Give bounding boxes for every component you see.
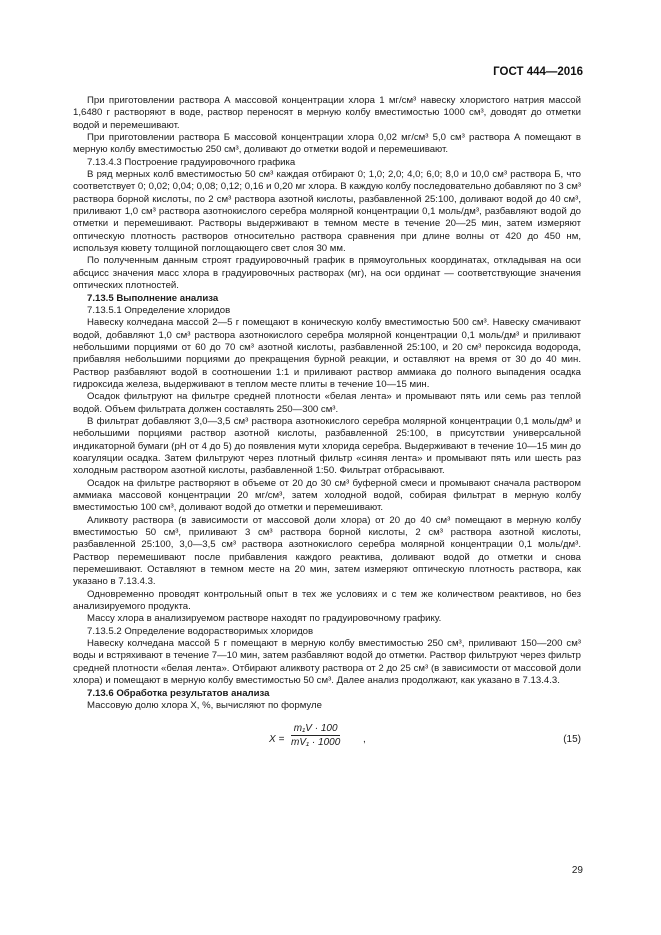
paragraph: Массу хлора в анализируемом растворе находят по градуировочному графику. — [87, 613, 442, 625]
document-code: ГОСТ 444—2016 — [493, 66, 583, 78]
section-heading: 7.13.6 Обработка результатов анализа — [87, 687, 270, 699]
formula-numerator: m₁V · 100 — [291, 722, 340, 736]
paragraph: Навеску колчедана массой 2—5 г помещают в коническую колбу вместимостью 500 см³. Навеску смачивают водой, добавляют 1,0 см³ раствора азотнокислого серебра молярной концентрации 0,1 моль/дм³ и приливают небольшими порциями от 60 до 70 см³ азотной кислоты, разбавленной 25:100, и 20 см³ пероксида водорода, прибавляя небольшими порциями до прекращения бурной реакции, и оставляют на время от 30 до 40 мин. Раствор разбавляют водой в соотношении 1:1 и приливают раствор аммиака до полного выпадения осадка гидроксида железа, выдерживают в теплом месте плиты в течение 10—15 мин. — [73, 317, 581, 390]
paragraph: По полученным данным строят градуировочный график в прямоугольных координатах, откладывая на оси абсцисс значения масс хлора в градуировочных растворах (мг), на оси ординат — соответствующие значения оптических плотностей. — [73, 255, 581, 292]
paragraph: Одновременно проводят контрольный опыт в тех же условиях и с тем же количеством реактивов, но без анализируемого продукта. — [73, 588, 581, 613]
paragraph: В фильтрат добавляют 3,0—3,5 см³ раствора азотнокислого серебра молярной концентрации 0,1 моль/дм³ и небольшими порциями раствор азотной кислоты, разбавленной 25:100, в присутствии универсальной индикаторной бумаги (pH от 4 до 5) до появления мути хлорида серебра. Выдерживают в течение 10—15 мин до коагуляции осадка. Затем фильтруют через плотный фильтр «синяя лента» и промывают пять или шесть раз холодным раствором азотной кислоты, разбавленной 1:50. Фильтрат отбрасывают. — [73, 415, 581, 477]
paragraph: Массовую долю хлора X, %, вычисляют по формуле — [87, 699, 322, 711]
paragraph: При приготовлении раствора Б массовой концентрации хлора 0,02 мг/см³ 5,0 см³ раствора А помещают в мерную колбу вместимостью 250 см³, доливают до отметки водой и перемешивают. — [73, 132, 581, 156]
formula-comma: , — [363, 734, 366, 746]
formula-15 — [73, 722, 581, 760]
subsection-title: 7.13.5.1 Определение хлоридов — [87, 304, 231, 316]
formula-lhs: X = — [269, 734, 285, 746]
subsection-title: 7.13.5.2 Определение водорастворимых хлоридов — [87, 625, 314, 637]
paragraph: При приготовлении раствора А массовой концентрации хлора 1 мг/см³ навеску хлористого натрия массой 1,6480 г растворяют в воде, раствор переносят в мерную колбу вместимостью 1000 см³, доводят до отметки водой и перемешивают. — [73, 95, 581, 131]
page-number: 29 — [571, 865, 583, 876]
paragraph: Навеску колчедана массой 5 г помещают в мерную колбу вместимостью 250 см³, приливают 150—200 см³ воды и встряхивают в течение 7—10 мин, затем разбавляют водой до отметки. Раствор фильтруют через фильтр средней плотности «белая лента». Отбирают аликвоту раствора от 2 до 25 см³ (в зависимости от массовой доли хлора) и помещают в мерную колбу вместимостью 50 см³. Далее анализ продолжают, как указано в 7.13.4.3. — [73, 638, 581, 687]
formula-denominator: mV₁ · 1000 — [291, 737, 341, 749]
formula-fraction — [291, 722, 340, 749]
subsection-title: 7.13.4.3 Построение градуировочного графика — [87, 156, 296, 168]
paragraph: Осадок фильтруют на фильтре средней плотности «белая лента» и промывают пять или семь раз теплой водой. Объем фильтрата должен составлять 250—300 см³. — [73, 391, 581, 415]
document-body — [73, 95, 581, 760]
paragraph: В ряд мерных колб вместимостью 50 см³ каждая отбирают 0; 1,0; 2,0; 4,0; 6,0; 8,0 и 10,0 см³ раствора Б, что соответствует 0; 0,02; 0,04; 0,08; 0,12; 0,16 и 0,20 мг хлора. В каждую колбу последовательно добавляют по 3 см³ раствора борной кислоты, по 2 см³ раствора азотной кислоты, разбавленной 25:100, доливают водой до 40 см³, приливают 1,0 см³ раствора азотнокислого серебра молярной концентрации 0,1 моль/дм³, разбавляют водой до отметки и перемешивают. Растворы выдерживают в темном месте в течение 20—25 мин, затем измеряют оптическую плотность растворов относительно раствора сравнения при длине волны от 420 до 450 нм, используя кювету толщиной поглощающего свет слоя 30 мм. — [73, 169, 581, 255]
section-heading: 7.13.5 Выполнение анализа — [87, 292, 219, 304]
formula-number: (15) — [563, 734, 581, 746]
paragraph: Осадок на фильтре растворяют в объеме от 20 до 30 см³ буферной смеси и промывают сначала раствором аммиака массовой концентрации 20 мг/см³, затем холодной водой, собирая фильтрат в мерную колбу вместимостью 100 см³, доливают водой до отметки и перемешивают. — [73, 477, 581, 514]
paragraph: Аликвоту раствора (в зависимости от массовой доли хлора) от 20 до 40 см³ помещают в мерную колбу вместимостью 50 см³, приливают 3 см³ раствора борной кислоты, 2 см³ раствора азотной кислоты, разбавленной 25:100, 3,0—3,5 см³ раствора азотнокислого серебра молярной концентрации 0,1 моль/дм³. Раствор перемешивают после прибавления каждого реактива, доливают водой до отметки и снова перемешивают. Оставляют в темном месте на 20 мин, затем измеряют оптическую плотность раствора, как указано в 7.13.4.3. — [73, 514, 581, 588]
